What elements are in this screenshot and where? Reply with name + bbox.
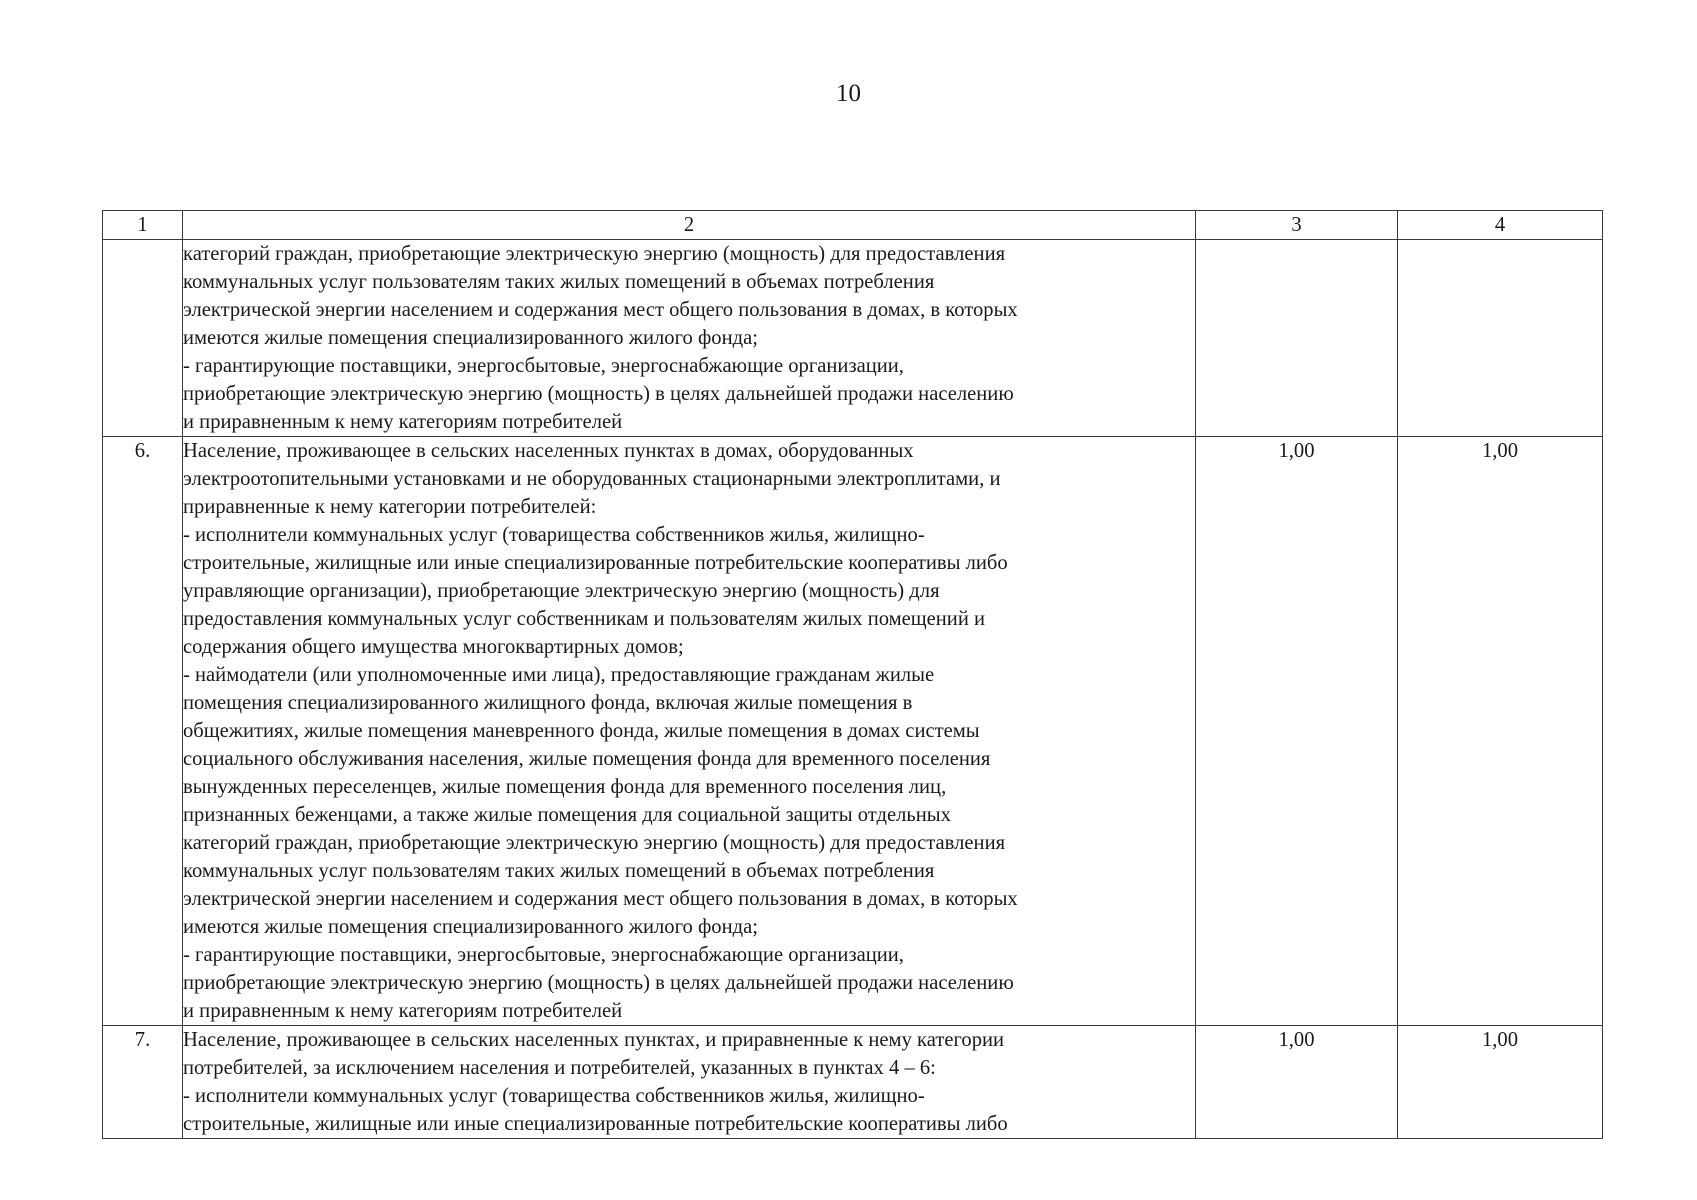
description-line: коммунальных услуг пользователям таких жилых помещений в объемах потребления <box>183 860 935 882</box>
description-line: - гарантирующие поставщики, энергосбытовые, энергоснабжающие организации, <box>183 355 904 377</box>
value-cell-col3: 1,00 <box>1196 1026 1398 1139</box>
description-line: имеются жилые помещения специализированного жилого фонда; <box>183 916 758 938</box>
tariff-table <box>102 210 1603 1139</box>
table-row <box>103 1026 1603 1139</box>
description-line: строительные, жилищные или иные специализированные потребительские кооперативы либо <box>183 552 1008 574</box>
row-number-cell: 6. <box>103 437 183 1026</box>
description-line: потребителей, за исключением населения и потребителей, указанных в пунктах 4 – 6: <box>183 1057 936 1079</box>
description-line: содержания общего имущества многоквартирных домов; <box>183 636 684 658</box>
description-line: категорий граждан, приобретающие электрическую энергию (мощность) для предоставления <box>183 243 1006 265</box>
description-cell <box>183 240 1196 437</box>
description-cell <box>183 437 1196 1026</box>
description-cell <box>183 1026 1196 1139</box>
description-line: Население, проживающее в сельских населенных пунктах, и приравненные к нему категории <box>183 1029 1005 1051</box>
description-line: приравненные к нему категории потребителей: <box>183 496 597 518</box>
table-row <box>103 437 1603 1026</box>
description-line: электроотопительными установками и не оборудованных стационарными электроплитами, и <box>183 468 1001 490</box>
description-line: приобретающие электрическую энергию (мощность) в целях дальнейшей продажи населению <box>183 972 1014 994</box>
description-line: коммунальных услуг пользователям таких жилых помещений в объемах потребления <box>183 271 935 293</box>
description-line: - исполнители коммунальных услуг (товарищества собственников жилья, жилищно- <box>183 524 925 546</box>
description-line: - гарантирующие поставщики, энергосбытовые, энергоснабжающие организации, <box>183 944 904 966</box>
description-line: и приравненным к нему категориям потребителей <box>183 411 623 433</box>
row-number-cell: 7. <box>103 1026 183 1139</box>
value-cell-col4: 1,00 <box>1398 437 1603 1026</box>
header-cell-3: 3 <box>1196 211 1398 240</box>
value-cell-col3: 1,00 <box>1196 437 1398 1026</box>
description-line: предоставления коммунальных услуг собственникам и пользователям жилых помещений и <box>183 608 986 630</box>
description-line: и приравненным к нему категориям потребителей <box>183 1000 623 1022</box>
description-line: электрической энергии населением и содержания мест общего пользования в домах, в которых <box>183 888 1018 910</box>
value-cell-col4 <box>1398 240 1603 437</box>
description-line: общежитиях, жилые помещения маневренного фонда, жилые помещения в домах системы <box>183 720 980 742</box>
description-line: Население, проживающее в сельских населенных пунктах в домах, оборудованных <box>183 440 914 462</box>
description-line: социального обслуживания населения, жилые помещения фонда для временного поселения <box>183 748 991 770</box>
table-body <box>103 211 1603 1139</box>
description-line: имеются жилые помещения специализированного жилого фонда; <box>183 327 758 349</box>
header-cell-4: 4 <box>1398 211 1603 240</box>
header-cell-1: 1 <box>103 211 183 240</box>
page-number: 10 <box>836 80 861 107</box>
description-line: строительные, жилищные или иные специализированные потребительские кооперативы либо <box>183 1113 1008 1135</box>
description-line: признанных беженцами, а также жилые помещения для социальной защиты отдельных <box>183 804 951 826</box>
description-line: помещения специализированного жилищного фонда, включая жилые помещения в <box>183 692 913 714</box>
description-line: управляющие организации), приобретающие электрическую энергию (мощность) для <box>183 580 940 602</box>
table-row <box>103 240 1603 437</box>
description-line: - наймодатели (или уполномоченные ими лица), предоставляющие гражданам жилые <box>183 664 935 686</box>
description-line: категорий граждан, приобретающие электрическую энергию (мощность) для предоставления <box>183 832 1006 854</box>
value-cell-col4: 1,00 <box>1398 1026 1603 1139</box>
description-line: - исполнители коммунальных услуг (товарищества собственников жилья, жилищно- <box>183 1085 925 1107</box>
header-row <box>103 211 1603 240</box>
description-line: вынужденных переселенцев, жилые помещения фонда для временного поселения лиц, <box>183 776 947 798</box>
row-number-cell <box>103 240 183 437</box>
description-line: приобретающие электрическую энергию (мощность) в целях дальнейшей продажи населению <box>183 383 1014 405</box>
header-cell-2: 2 <box>183 211 1196 240</box>
value-cell-col3 <box>1196 240 1398 437</box>
description-line: электрической энергии населением и содержания мест общего пользования в домах, в которых <box>183 299 1018 321</box>
